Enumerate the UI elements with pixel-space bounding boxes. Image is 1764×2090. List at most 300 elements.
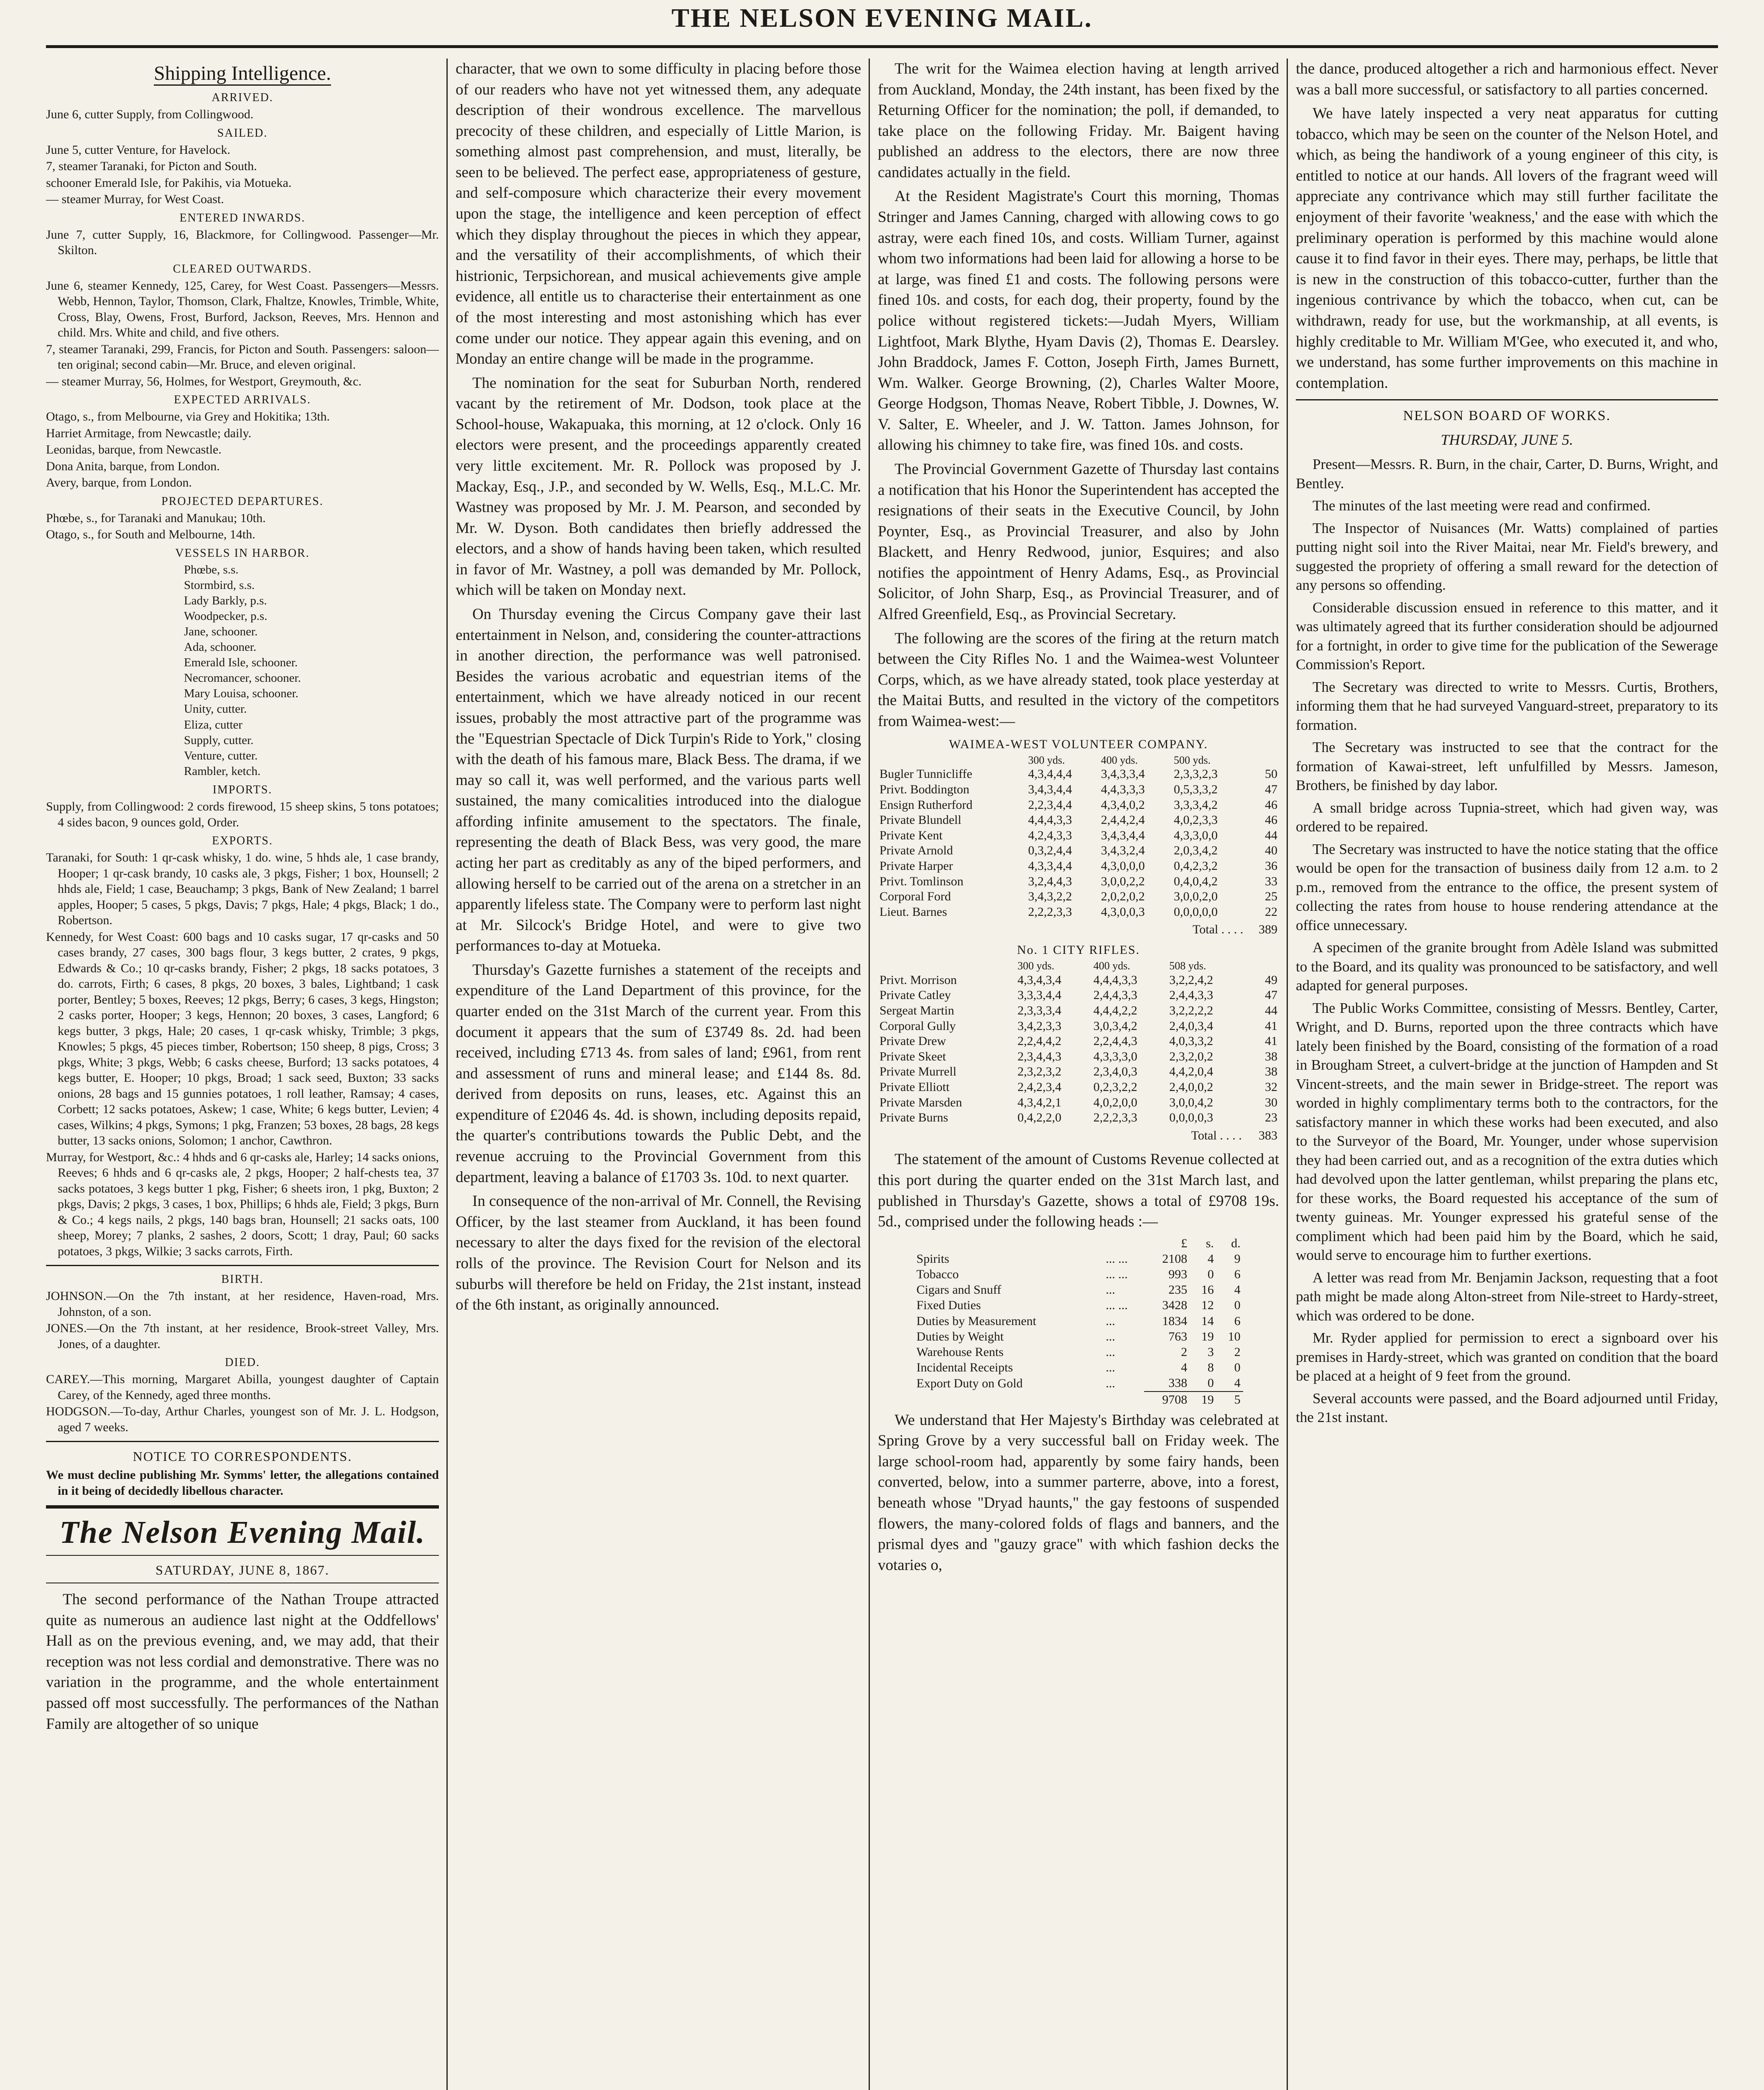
score-cell: 0,4,2,2,0: [1017, 1111, 1062, 1125]
customs-amount: 3: [1207, 1345, 1214, 1359]
column-shipping: [46, 59, 439, 2090]
leader-dots: ... ...: [1106, 1267, 1128, 1282]
table-row: [878, 905, 1279, 920]
customs-amount: 10: [1228, 1329, 1241, 1343]
customs-amount: 14: [1201, 1314, 1214, 1328]
column-2: [456, 59, 861, 2090]
customs-item: Spirits: [916, 1251, 949, 1266]
customs-amount: 993: [1168, 1267, 1188, 1282]
score-cell: 4,3,3,4,4: [1028, 859, 1072, 873]
customs-amount: 235: [1168, 1283, 1188, 1297]
vessel-item: Supply, cutter.: [184, 733, 254, 747]
score-cell: 4,3,3,3,0: [1093, 1049, 1137, 1063]
table-header-cell: £: [1181, 1236, 1188, 1250]
table-header-row: [878, 754, 1279, 767]
notice-text: We must decline publishing Mr. Symms' letter, the allegations contained in it being of decidedly libellous character.: [46, 1468, 439, 1498]
competitor-name: Lieut. Barnes: [879, 905, 947, 919]
expected-entry: Dona Anita, barque, from London.: [46, 459, 220, 473]
score-cell: 3,2,2,2,2: [1169, 1004, 1213, 1018]
subheading-expected: EXPECTED ARRIVALS.: [174, 393, 311, 406]
score-total: 23: [1265, 1111, 1277, 1125]
competitor-name: Private Kent: [879, 828, 943, 842]
score-cell: 3,0,0,2,0: [1173, 890, 1218, 904]
board-paragraph: A letter was read from Mr. Benjamin Jackson, requesting that a foot path might be made along Alton-street from Nile-street to Hardy-street, which was ordered to be done.: [1296, 1269, 1718, 1324]
score-total: 38: [1265, 1065, 1277, 1079]
score-total: 50: [1265, 767, 1277, 781]
leader-dots: ...: [1106, 1361, 1115, 1375]
table-row: [878, 988, 1279, 1003]
section-title-shipping: Shipping Intelligence.: [46, 61, 439, 86]
expected-entry: Harriet Armitage, from Newcastle; daily.: [46, 426, 252, 440]
score-total: 46: [1265, 798, 1277, 812]
competitor-name: Corporal Ford: [879, 890, 951, 904]
customs-amount: 2: [1181, 1345, 1188, 1359]
score-cell: 3,3,3,4,2: [1173, 798, 1218, 812]
table-header-cell: 300 yds.: [1017, 960, 1055, 972]
competitor-name: Private Blundell: [879, 813, 961, 827]
article-paragraph: On Thursday evening the Circus Company gave their last entertainment in Nelson, and, considering the counter-attractions in another direction, the performance was well patronised. Besides the various acrobatic and equestrian items of the entertainment, which we have already noticed in our recent issues, probably the most attractive part of the programme was the "Equestrian Spectacle of Dick Turpin's Ride to York," closing with the death of his famous mare, Black Bess. The drama, if we may so call it, was well performed, and the various parts well sustained, the many comicalities introduced into the dialogue affording infinite amusement to the spectators. The finale, representing the death of Black Bess, was very good, the mare acting her part as creditably as any of the biped performers, and allowing herself to be carried out of the arena on a stretcher in an apparently lifeless state. The Company were to perform last night at Mr. Silcock's Bridge Hotel, and were to give two performances to-day at Motueka.: [456, 606, 861, 955]
vessels-list: [46, 562, 439, 780]
table-row: [878, 973, 1279, 988]
column-rule: [446, 59, 448, 2090]
table-row: [878, 889, 1279, 905]
score-cell: 0,0,0,0,0: [1173, 905, 1218, 919]
customs-item: Tobacco: [916, 1267, 959, 1282]
sailed-entry: schooner Emerald Isle, for Pakihis, via Motueka.: [46, 176, 292, 190]
birth-entry: JOHNSON.—On the 7th instant, at her residence, Haven-road, Mrs. Johnston, of a son.: [46, 1289, 439, 1319]
table-row: [878, 767, 1279, 782]
score-cell: 4,2,4,3,3: [1028, 828, 1072, 842]
score-cell: 2,4,0,0,2: [1169, 1080, 1213, 1094]
score-total: 32: [1265, 1080, 1277, 1094]
table-header-cell: 300 yds.: [1028, 754, 1065, 766]
article-paragraph: In consequence of the non-arrival of Mr. Connell, the Revising Officer, by the last steamer from Auckland, it has been found necessary to alter the days fixed for the revision of the electoral rolls of the province. The Revision Court for Nelson and its suburbs will therefore be held on Friday, the 21st instant, instead of the 6th instant, as originally announced.: [456, 1193, 861, 1314]
table-row: [914, 1267, 1243, 1282]
article-paragraph: We have lately inspected a very neat apparatus for cutting tobacco, which may be seen on the counter of the Nelson Hotel, and which, as being the handiwork of a young engineer of this city, is entitled to notice at our hands. All lovers of the fragrant weed will appreciate any contrivance which may still further facilitate the enjoyment of their favorite 'weakness,' and the ease with which the preliminary operation is performed by this machine would alone cause it to find favor in their eyes. There may, perhaps, be little that is new in the construction of this tobacco-cutter, further than the ingenious contrivance by which the tobacco, when cut, can be withdrawn, ready for use, but the workmanship, at all events, is highly creditable to Mr. William M'Gee, who executed it, and who, we understand, has some further improvements on this machine in contemplation.: [1296, 105, 1718, 392]
table-row: [878, 859, 1279, 874]
customs-item: Duties by Measurement: [916, 1314, 1037, 1328]
dateline: SATURDAY, JUNE 8, 1867.: [155, 1562, 329, 1578]
score-cell: 3,4,3,4,4: [1028, 782, 1072, 796]
article-paragraph: At the Resident Magistrate's Court this morning, Thomas Stringer and James Canning, charged with allowing cows to go astray, were each fined 10s, and costs. William Turner, against whom two informations had been laid for allowing a horse to be at large, was fined £1 and costs. The following persons were fined 10s. and costs, for each dog, their property, found by the police without registered tickets:—Judah Myers, William Lightfoot, Mark Blythe, Hyam Davis (2), Thomas E. Dearsley. John Braddock, James F. Cotton, Joseph Firth, James Burnett, Wm. Walker. George Browning, (2), Charles Walter Moore, George Hodgson, Thomas Neave, Robert Tibble, J. Downes, W. V. Salter, E. Wheeler, and J. W. Tatton. James Johnson, for allowing his chimney to take fire, was fined 10s. and costs.: [878, 188, 1279, 454]
score-total: 47: [1265, 782, 1277, 796]
leader-dots: ...: [1106, 1283, 1115, 1297]
competitor-name: Privt. Morrison: [879, 973, 957, 987]
imports-entry: Supply, from Collingwood: 2 cords firewood, 15 sheep skins, 5 tons potatoes; 4 sides bacon, 9 ounces gold, Order.: [46, 800, 439, 829]
score-cell: 3,4,3,2,4: [1101, 844, 1145, 858]
score-cell: 3,0,0,2,2: [1101, 874, 1145, 888]
subheading-died: DIED.: [225, 1356, 260, 1369]
board-paragraph: A small bridge across Tupnia-street, which had given way, was ordered to be repaired.: [1296, 799, 1718, 835]
total-value: 19: [1190, 1392, 1216, 1407]
score-cell: 3,4,2,3,3: [1017, 1019, 1062, 1033]
table-total-row: [878, 920, 1279, 938]
score-cell: 0,4,2,3,2: [1173, 859, 1218, 873]
score-cell: 0,4,0,4,2: [1173, 874, 1218, 888]
entered-entry: June 7, cutter Supply, 16, Blackmore, for Collingwood. Passenger—Mr. Skilton.: [46, 227, 439, 257]
customs-amount: 338: [1168, 1376, 1188, 1390]
total-value: 383: [1259, 1128, 1277, 1142]
customs-item: Cigars and Snuff: [916, 1283, 1002, 1297]
competitor-name: Private Arnold: [879, 844, 953, 858]
exports-entry: Kennedy, for West Coast: 600 bags and 10 casks sugar, 17 qr-casks and 50 cases brandy, 27 cases, 300 bags flour, 3 kegs butter, 2 crates, 9 pkgs, Edwards & Co.; 10 qr-casks brandy, Fisher; 2 pkgs, 18 sacks potatoes, 3 do. carrots, Firth; 6 cases, 8 pkgs, 20 boxes, 3 bales, Lightband; 1 cask porter, Bentley; 5 boxes, Reeves; 12 pkgs, Berry; 6 cases, 3 kegs, Hingston; 2 casks porter, Hooper; 3 kegs, Hennon; 20 boxes, 3 cases, Langford; 6 kegs butter, 3 pkgs, Hale; 20 cases, 1 qr-cask whisky, Trimble; 3 pkgs, Knowles; 5 pkgs, 45 pieces timber, Robertson; 150 sheep, 8 pigs, Cross; 3 pkgs, White; 3 pkgs, Webb; 6 casks cheese, Burford; 13 sacks potatoes, 4 kegs butter, E. Hooper; 10 pkgs, Broad; 1 sack seed, Buxton; 33 sacks onions, 28 bags and 15 gunnies potatoes, 1 roll leather, Ramsay; 4 cases, Corbett; 12 sacks potatoes, Askew; 1 case, White; 6 kegs butter, Levien; 4 cases, Wilkins; 4 pkgs, Symons; 1 pkg, Franzen; 53 boxes, 28 bags, 28 kegs butter, 13 sacks onions, Solomon; 1 anchor, Cawthron.: [46, 930, 439, 1148]
vessel-item: Emerald Isle, schooner.: [184, 656, 298, 670]
customs-item: Warehouse Rents: [916, 1345, 1004, 1359]
table-row: [878, 1110, 1279, 1126]
table-total-row: [878, 1126, 1279, 1144]
competitor-name: Private Marsden: [879, 1095, 962, 1109]
vessel-item: Necromancer, schooner.: [184, 671, 301, 685]
score-cell: 2,4,4,3,3: [1169, 988, 1213, 1002]
leader-dots: ... ...: [1106, 1298, 1128, 1313]
score-cell: 2,2,4,4,2: [1017, 1034, 1062, 1048]
score-total: 30: [1265, 1095, 1277, 1109]
table-row: [878, 1034, 1279, 1049]
score-cell: 2,3,2,3,2: [1017, 1065, 1062, 1079]
subheading-projected: PROJECTED DEPARTURES.: [161, 494, 324, 508]
competitor-name: Privt. Boddington: [879, 782, 970, 796]
divider: [1296, 399, 1718, 400]
score-total: 33: [1265, 874, 1277, 888]
customs-table: [914, 1236, 1243, 1407]
board-paragraph: A specimen of the granite brought from Adèle Island was submitted to the Board, and its quality was pronounced to be satisfactory, and well adapted for general purposes.: [1296, 939, 1718, 994]
leader-dots: ... ...: [1106, 1251, 1128, 1266]
competitor-name: Private Burns: [879, 1111, 948, 1125]
score-cell: 2,0,3,4,2: [1173, 844, 1218, 858]
expected-entry: Otago, s., from Melbourne, via Grey and Hokitika; 13th.: [46, 410, 330, 423]
table-row: [878, 782, 1279, 798]
competitor-name: Bugler Tunnicliffe: [879, 767, 972, 781]
expected-entry: Avery, barque, from London.: [46, 476, 192, 489]
vessel-item: Mary Louisa, schooner.: [184, 687, 298, 701]
exports-entry: Taranaki, for South: 1 qr-cask whisky, 1 do. wine, 5 hhds ale, 1 case brandy, Hooper; 1 qr-cask brandy, 10 casks ale, 3 pkgs, Fisher; 1 box, Hounsell; 2 hhds ale, Field; 1 case, Beauchamp; 3 pkgs, Bank of New Zealand; 1 barrel apples, Hooper; 5 cases, 5 pkgs, Davis; 7 pkgs, Hale; 4 pkgs, Black; 1 do., Robertson.: [46, 851, 439, 928]
vessel-item: Rambler, ketch.: [184, 764, 261, 778]
table-row: [914, 1375, 1243, 1391]
board-paragraph: The Public Works Committee, consisting of Messrs. Bentley, Carter, Wright, and D. Burns, reported upon the three contracts which have lately been finished by the Board, consisting of the formation of a road in Brougham Street, a culvert-bridge at the junction of Hampden and St Vincent-streets, and the main sewer in Bridge-street. The report was worded in highly complimentary terms both to the contractors, for the satisfactory manner in which these works had been executed, and also to the Surveyor of the Board, Mr. Younger, under whose supervision they had been carried out, and as a recognition of the extra duties which had devolved upon the latter gentleman, whilst preparing the plans etc, for these works, the Board requested his acceptance of the sum of twenty guineas. Mr. Younger expressed his grateful sense of the compliment which had been paid him by the Board, which he said, would serve to encourage him to further exertions.: [1296, 999, 1718, 1264]
vessel-item: Ada, schooner.: [184, 640, 257, 654]
score-total: 40: [1265, 844, 1277, 858]
score-cell: 2,2,3,4,4: [1028, 798, 1072, 812]
customs-item: Fixed Duties: [916, 1298, 981, 1313]
total-value: 9708: [1144, 1392, 1190, 1407]
customs-amount: 6: [1234, 1314, 1241, 1328]
score-cell: 4,3,3,0,0: [1173, 828, 1218, 842]
subheading-cleared: CLEARED OUTWARDS.: [173, 262, 312, 275]
table-row: [878, 1080, 1279, 1095]
score-table-city: [878, 959, 1279, 1143]
exports-entry: Murray, for Westport, &c.: 4 hhds and 6 qr-casks ale, Harley; 14 sacks onions, Reeves; 6 hhds and 6 qr-casks ale, 2 pkgs, Hooper; 2 half-chests tea, 37 sacks potatoes, 3 kegs butter 1 pkg, Fisher; 6 sheets iron, 1 pkg, Buxton; 2 pkgs, Davis; 2 pkgs, 3 cases, 1 box, Phillips; 6 hhds ale, Field; 3 pkgs, Burn & Co.; 4 kegs nails, 2 pkgs, 140 bags bran, Hounsell; 21 sacks oats, 100 sheep, Morey; 7 planks, 2 sashes, 2 doors, Scott; 1 dray, Paul; 60 sacks potatoes, 3 pkgs, Wilkie; 3 sacks carrots, Firth.: [46, 1150, 439, 1258]
board-paragraph: The Secretary was instructed to have the notice stating that the office would be open for the transaction of business daily from 12 a.m. to 2 p.m., removed from the entrance to the office, the present system of collecting the rates from house to house rendering attendance at the office unnecessary.: [1296, 841, 1718, 933]
competitor-name: Private Elliott: [879, 1080, 950, 1094]
board-paragraph: The Secretary was directed to write to Messrs. Curtis, Brothers, informing them that he had surveyed Vanguard-street, preparatory to its formation.: [1296, 678, 1718, 733]
subheading-vessels: VESSELS IN HARBOR.: [175, 546, 310, 560]
customs-amount: 0: [1234, 1361, 1241, 1375]
board-paragraph: Considerable discussion ensued in reference to this matter, and it was ultimately agreed that its further consideration should be adjourned for a fortnight, in order to give time for the publication of the Sewerage Commission's Report.: [1296, 599, 1718, 673]
table-row: [914, 1360, 1243, 1375]
competitor-name: Private Skeet: [879, 1049, 946, 1063]
cleared-entry: June 6, steamer Kennedy, 125, Carey, for West Coast. Passengers—Messrs. Webb, Hennon, Taylor, Thomson, Clark, Fhaltze, Knowles, Trimble, White, Cross, Blay, Owens, Frost, Burford, Jackson, Reeves, Mrs. Hennon and child. Mrs. White and child, and five others.: [46, 278, 439, 339]
competitor-name: Corporal Gully: [879, 1019, 956, 1033]
table-total-row: [914, 1392, 1243, 1407]
customs-amount: 1834: [1162, 1314, 1188, 1328]
score-cell: 2,2,2,3,3: [1028, 905, 1072, 919]
divider-thick: [46, 1505, 439, 1509]
customs-item: Export Duty on Gold: [916, 1376, 1023, 1390]
score-total: 41: [1265, 1019, 1277, 1033]
customs-amount: 2: [1234, 1345, 1241, 1359]
score-cell: 3,4,3,2,2: [1028, 890, 1072, 904]
score-cell: 4,4,3,3,3: [1101, 782, 1145, 796]
table-row: [878, 843, 1279, 859]
table-row: [878, 1064, 1279, 1080]
score-cell: 4,0,2,3,3: [1173, 813, 1218, 827]
competitor-name: Private Drew: [879, 1034, 946, 1048]
score-cell: 2,4,2,3,4: [1017, 1080, 1062, 1094]
table-row: [878, 1003, 1279, 1019]
table-row: [914, 1344, 1243, 1360]
column-3: [878, 59, 1279, 2090]
column-4: [1296, 59, 1718, 2090]
board-paragraph: Present—Messrs. R. Burn, in the chair, Carter, D. Burns, Wright, and Bentley.: [1296, 456, 1718, 492]
score-cell: 4,0,3,3,2: [1169, 1034, 1213, 1048]
article-paragraph: The second performance of the Nathan Troupe attracted quite as numerous an audience last night at the Oddfellows' Hall as on the previous evening, and, we may add, that their reception was not less cordial and demonstrative. There was no variation in the programme, and the whole entertainment passed off most successfully. The performances of the Nathan Family are altogether of so unique: [46, 1591, 439, 1733]
customs-amount: 3428: [1162, 1298, 1188, 1313]
article-paragraph: The following are the scores of the firing at the return match between the City Rifles No. 1 and the Waimea-west Volunteer Corps, which, as we have already stated, took place yesterday at the Maitai Butts, and resulted in the victory of the competitors from Waimea-west:—: [878, 630, 1279, 730]
vessel-item: Stormbird, s.s.: [184, 578, 255, 592]
customs-item: Incidental Receipts: [916, 1361, 1013, 1375]
total-label: Total . . . .: [1193, 923, 1244, 937]
sailed-entry: — steamer Murray, for West Coast.: [46, 192, 224, 206]
arrived-entry: June 6, cutter Supply, from Collingwood.: [46, 107, 254, 121]
customs-amount: 9: [1234, 1251, 1241, 1266]
score-cell: 2,3,4,4,3: [1017, 1049, 1062, 1063]
table-row: [914, 1282, 1243, 1297]
score-cell: 4,3,4,2,1: [1017, 1095, 1062, 1109]
score-cell: 2,4,4,3,3: [1093, 988, 1137, 1002]
score-cell: 3,4,3,4,4: [1101, 828, 1145, 842]
table-row: [878, 798, 1279, 813]
customs-amount: 4: [1234, 1283, 1241, 1297]
table-row: [878, 1049, 1279, 1065]
customs-amount: 0: [1207, 1267, 1214, 1282]
table-row: [914, 1313, 1243, 1329]
score-total: 44: [1265, 828, 1277, 842]
customs-amount: 6: [1234, 1267, 1241, 1282]
vessel-item: Jane, schooner.: [184, 624, 258, 638]
score-total: 49: [1265, 973, 1277, 987]
score-cell: 4,4,2,0,4: [1169, 1065, 1213, 1079]
paper-title: The Nelson Evening Mail.: [59, 1515, 426, 1550]
column-rule: [869, 59, 870, 2090]
customs-amount: 16: [1201, 1283, 1214, 1297]
score-cell: 2,3,4,0,3: [1093, 1065, 1137, 1079]
sailed-entry: 7, steamer Taranaki, for Picton and South.: [46, 159, 257, 173]
score-cell: 0,0,0,0,3: [1169, 1111, 1213, 1125]
competitor-name: Private Catley: [879, 988, 951, 1002]
vessel-item: Phœbe, s.s.: [184, 563, 239, 576]
customs-item: Duties by Weight: [916, 1329, 1004, 1343]
table-header-cell: d.: [1231, 1236, 1241, 1250]
section-title-board: NELSON BOARD OF WORKS.: [1403, 408, 1611, 424]
article-paragraph: the dance, produced altogether a rich and harmonious effect. Never was a ball more successful, or satisfactory to all parties concerned.: [1296, 60, 1718, 98]
subheading-imports: IMPORTS.: [212, 783, 273, 797]
score-cell: 0,3,2,4,4: [1028, 844, 1072, 858]
leader-dots: ...: [1106, 1345, 1115, 1359]
score-cell: 4,4,4,2,2: [1093, 1004, 1137, 1018]
leader-dots: ...: [1106, 1376, 1115, 1390]
score-cell: 2,0,2,0,2: [1101, 890, 1145, 904]
table-header-cell: 400 yds.: [1093, 960, 1130, 972]
table-row: [914, 1251, 1243, 1267]
table-row: [914, 1297, 1243, 1313]
score-cell: 4,3,0,0,0: [1101, 859, 1145, 873]
score-table-waimea: [878, 754, 1279, 938]
subheading-sailed: SAILED.: [217, 126, 268, 140]
score-cell: 0,5,3,3,2: [1173, 782, 1218, 796]
score-cell: 4,3,4,4,4: [1028, 767, 1072, 781]
score-total: 46: [1265, 813, 1277, 827]
score-total: 22: [1265, 905, 1277, 919]
score-cell: 3,3,3,4,4: [1017, 988, 1062, 1002]
board-paragraph: Mr. Ryder applied for permission to erect a signboard over his premises in Hardy-street, which was granted on condition that the board be placed at a height of 9 feet from the ground.: [1296, 1330, 1718, 1384]
score-total: 38: [1265, 1049, 1277, 1063]
divider: [46, 1555, 439, 1556]
divider: [46, 1265, 439, 1266]
score-table-title: No. 1 CITY RIFLES.: [1017, 943, 1140, 957]
competitor-name: Private Murrell: [879, 1065, 957, 1079]
death-entry: HODGSON.—To-day, Arthur Charles, youngest son of Mr. J. L. Hodgson, aged 7 weeks.: [46, 1404, 439, 1434]
leader-dots: ...: [1106, 1314, 1115, 1328]
score-table-title: WAIMEA-WEST VOLUNTEER COMPANY.: [949, 737, 1208, 751]
score-cell: 2,3,2,0,2: [1169, 1049, 1213, 1063]
score-total: 41: [1265, 1034, 1277, 1048]
notice-title: NOTICE TO CORRESPONDENTS.: [133, 1449, 352, 1464]
vessel-item: Lady Barkly, p.s.: [184, 594, 267, 607]
masthead: THE NELSON EVENING MAIL.: [671, 3, 1093, 33]
article-paragraph: The statement of the amount of Customs Revenue collected at this port during the quarter ended on the 31st March last, and published in Thursday's Gazette, shows a total of £9708 19s. 5d., comprised under the following heads :—: [878, 1151, 1279, 1231]
score-cell: 2,4,4,2,4: [1101, 813, 1145, 827]
subheading-arrived: ARRIVED.: [212, 91, 273, 104]
masthead-rule: [46, 45, 1718, 48]
table-header-cell: 508 yds.: [1169, 960, 1206, 972]
subheading-birth: BIRTH.: [221, 1273, 264, 1286]
table-row: [878, 874, 1279, 890]
customs-amount: 19: [1201, 1329, 1214, 1343]
score-cell: 2,4,0,3,4: [1169, 1019, 1213, 1033]
projected-entry: Phœbe, s., for Taranaki and Manukau; 10th.: [46, 511, 266, 525]
score-cell: 4,4,4,3,3: [1028, 813, 1072, 827]
score-cell: 2,3,3,3,4: [1017, 1004, 1062, 1018]
customs-amount: 0: [1207, 1376, 1214, 1390]
vessel-item: Eliza, cutter: [184, 718, 243, 732]
sailed-entry: June 5, cutter Venture, for Havelock.: [46, 143, 230, 157]
death-entry: CAREY.—This morning, Margaret Abilla, youngest daughter of Captain Carey, of the Kennedy, aged three months.: [46, 1372, 439, 1402]
score-cell: 2,2,2,3,3: [1093, 1111, 1137, 1125]
customs-amount: 4: [1181, 1361, 1188, 1375]
customs-amount: 0: [1234, 1298, 1241, 1313]
table-row: [914, 1329, 1243, 1344]
table-row: [878, 1095, 1279, 1111]
score-cell: 4,3,4,3,4: [1017, 973, 1062, 987]
article-paragraph: Thursday's Gazette furnishes a statement of the receipts and expenditure of the Land Department of this province, for the quarter ended on the 31st March of the current year. From this document it appears that the sum of £3749 8s. 2d. had been received, including £713 4s. from sales of land; £961, from rent and assessment of runs and mineral lease; and £144 8s. 8d. derived from deposits on runs, leases, etc. Against this an expenditure of £2046 4s. 4d. is shown, including deposits repaid, the quarter's contributions towards the Public Debt, and the revenue accruing to the Provincial Government from this department, leaving a balance of £1703 3s. 10d. to next quarter.: [456, 961, 861, 1186]
score-total: 47: [1265, 988, 1277, 1002]
divider: [46, 1441, 439, 1442]
table-row: [878, 828, 1279, 844]
vessel-item: Venture, cutter.: [184, 749, 258, 762]
board-date: THURSDAY, JUNE 5.: [1440, 431, 1573, 448]
score-cell: 2,3,3,2,3: [1173, 767, 1218, 781]
score-cell: 3,2,2,4,2: [1169, 973, 1213, 987]
article-paragraph: The nomination for the seat for Suburban North, rendered vacant by the retirement of Mr. Dodson, took place at the School-house, Wakapuaka, this morning, at 12 o'clock. Only 16 electors were present, and the proceedings apparently created very little excitement. Mr. R. Pollock was proposed by J. Mackay, Esq., J.P., and seconded by W. Wells, Esq., M.L.C. Mr. Wastney was proposed by Mr. J. M. Pearson, and seconded by Mr. W. Dyson. Both candidates then briefly addressed the electors, and a show of hands having been taken, which resulted in favor of Mr. Wastney, a poll was demanded by Mr. Pollock, which will be taken on Monday next.: [456, 374, 861, 599]
score-cell: 4,4,4,3,3: [1093, 973, 1137, 987]
board-report: [1296, 455, 1718, 1427]
score-cell: 0,2,3,2,2: [1093, 1080, 1137, 1094]
board-paragraph: The minutes of the last meeting were read and confirmed.: [1313, 497, 1651, 514]
competitor-name: Sergeat Martin: [879, 1004, 954, 1018]
customs-amount: 4: [1207, 1251, 1214, 1266]
birth-entry: JONES.—On the 7th instant, at her residence, Brook-street Valley, Mrs. Jones, of a daughter.: [46, 1321, 439, 1351]
table-header-cell: 500 yds.: [1173, 754, 1211, 766]
score-cell: 4,3,0,0,3: [1101, 905, 1145, 919]
subheading-exports: EXPORTS.: [212, 834, 273, 848]
article-paragraph: character, that we own to some difficulty in placing before those of our readers who have not yet witnessed them, any adequate description of their wondrous excellence. The marvellous precocity of these children, and especially of Little Marion, is something almost past comprehension, and must, literally, be seen to be believed. The perfect ease, appropriateness of gesture, and self-composure which characterize their every movement upon the stage, the intelligence and keen perception of effect which they display throughout the pieces in which they appear, and the versatility of their accomplishments, of which their histrionic, Terpsichorean, and musical achievements give ample evidence, all entitle us to characterise their entertainment as one of the most interesting and most astonishing which has ever come under our notice. They appear again this evening, and on Monday an entire change will be made in the programme.: [456, 60, 861, 368]
score-cell: 4,0,2,0,0: [1093, 1095, 1137, 1109]
customs-amount: 8: [1207, 1361, 1214, 1375]
table-header-row: [878, 959, 1279, 973]
subheading-entered: ENTERED INWARDS.: [179, 211, 306, 224]
article-paragraph: The writ for the Waimea election having at length arrived from Auckland, Monday, the 24th instant, has been fixed by the Returning Officer for the nomination; the poll, if demanded, to take place on the following Friday. Mr. Baigent having published an address to the electors, there are now three candidates actually in the field.: [878, 60, 1279, 181]
score-total: 44: [1265, 1004, 1277, 1018]
score-cell: 4,3,4,0,2: [1101, 798, 1145, 812]
competitor-name: Privt. Tomlinson: [879, 874, 964, 888]
customs-amount: 2108: [1162, 1251, 1188, 1266]
projected-entry: Otago, s., for South and Melbourne, 14th.: [46, 528, 255, 541]
cleared-entry: — steamer Murray, 56, Holmes, for Westport, Greymouth, &c.: [46, 374, 362, 388]
vessel-item: Unity, cutter.: [184, 702, 247, 716]
vessel-item: Woodpecker, p.s.: [184, 609, 268, 623]
board-paragraph: Several accounts were passed, and the Board adjourned until Friday, the 21st instant.: [1296, 1390, 1718, 1426]
score-total: 25: [1265, 890, 1277, 904]
score-cell: 2,2,4,4,3: [1093, 1034, 1137, 1048]
expected-entry: Leonidas, barque, from Newcastle.: [46, 443, 222, 456]
article-paragraph: The Provincial Government Gazette of Thursday last contains a notification that his Honor the Superintendent has accepted the resignations of their seats in the Executive Council, by John Poynter, Esq., as Provincial Treasurer, and also by John Blackett, and Henry Redwood, junior, Esquires; and also notifies the appointment of Henry Adams, Esq., as Provincial Solicitor, of John Sharp, Esq., as Provincial Treasurer, and of Alfred Greenfield, Esq., as Provincial Secretary.: [878, 460, 1279, 623]
column-rule: [1287, 59, 1288, 2090]
score-cell: 3,0,3,4,2: [1093, 1019, 1137, 1033]
competitor-name: Private Harper: [879, 859, 953, 873]
score-cell: 3,0,0,4,2: [1169, 1095, 1213, 1109]
customs-amount: 4: [1234, 1376, 1241, 1390]
competitor-name: Ensign Rutherford: [879, 798, 973, 812]
cleared-entry: 7, steamer Taranaki, 299, Francis, for Picton and South. Passengers: saloon—ten original; second cabin—Mr. Bruce, and eleven original.: [46, 342, 439, 372]
board-paragraph: The Secretary was instructed to see that the contract for the formation of Kawai-street, left unfulfilled by Messrs. Jameson, Brothers, be finished by day labor.: [1296, 739, 1718, 794]
table-row: [878, 1019, 1279, 1034]
score-cell: 3,2,4,4,3: [1028, 874, 1072, 888]
total-value: 389: [1259, 923, 1277, 937]
table-header-row: [914, 1236, 1243, 1251]
board-paragraph: The Inspector of Nuisances (Mr. Watts) complained of parties putting night soil into the River Maitai, near Mr. Field's brewery, and suggested the propriety of offering a small reward for the detection of any persons so offending.: [1296, 520, 1718, 594]
score-cell: 3,4,3,3,4: [1101, 767, 1145, 781]
leader-dots: ...: [1106, 1329, 1115, 1343]
score-total: 36: [1265, 859, 1277, 873]
customs-amount: 12: [1201, 1298, 1214, 1313]
table-header-cell: 400 yds.: [1101, 754, 1138, 766]
table-row: [878, 813, 1279, 828]
article-paragraph: We understand that Her Majesty's Birthday was celebrated at Spring Grove by a very successful ball on Friday week. The large school-room had, apparently by some fairy hands, been converted, below, into a summer parterre, above, into a forest, beneath whose "Dryad haunts," the gay festoons of suspended flowers, the many-colored folds of flags and banners, and the prismal dyes and "gauzy grace" with which fashion decks the votaries o,: [878, 1411, 1279, 1574]
total-value: 5: [1216, 1392, 1243, 1407]
customs-amount: 763: [1168, 1329, 1188, 1343]
total-label: Total . . . .: [1191, 1128, 1242, 1142]
table-header-cell: s.: [1206, 1236, 1214, 1250]
